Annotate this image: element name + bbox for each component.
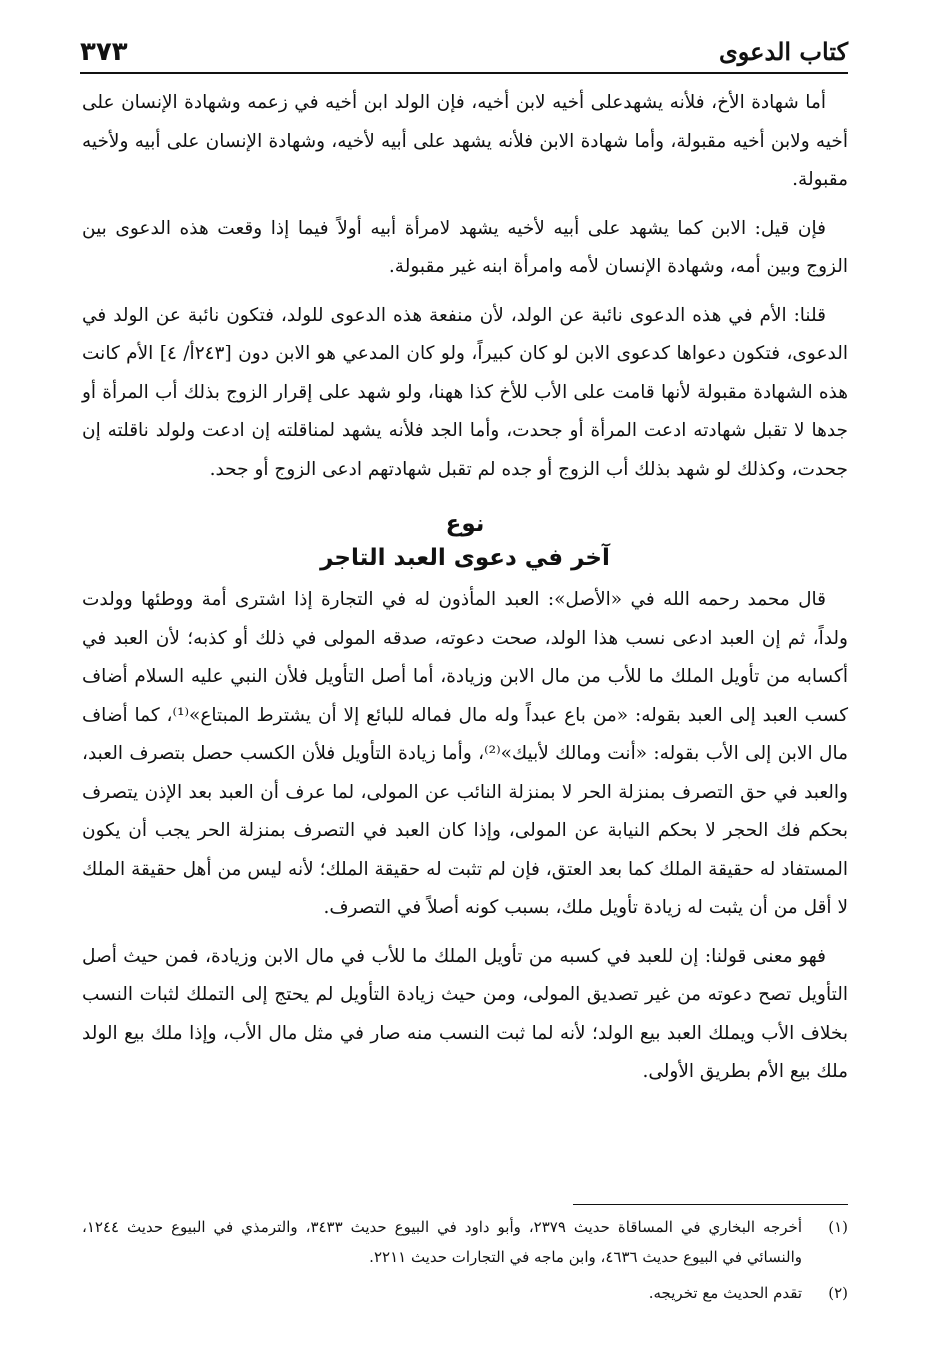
footnote-divider bbox=[573, 1204, 848, 1205]
footnotes bbox=[82, 1212, 848, 1314]
paragraph: قلنا: الأم في هذه الدعوى نائبة عن الولد، لأن منفعة هذه الدعوى للولد، فتكون نائبة عن الولد في الدعوى، فتكون دعواها كدعوى الابن لو كان كبيراً، ولو كان المدعي هو الابن دون [٢٤٣أ/ ٤] الأم كانت هذه الشهادة مقبولة لأنها قامت على الأب للأخ كذا ههنا، ولو شهد على إقرار الزوج بذلك أب المرأة أو جدها لا تقبل شهادته ادعت المرأة أو جحدت، وأما الجد فلأنه يشهد لمناقلته إن ادعت ولولد ناقلته إن جحدت، وكذلك لو شهد بذلك أب الزوج أو جده لم تقبل شهادتهم ادعى الزوج أو جحد. bbox=[82, 304, 848, 480]
section-heading-line1: نوع bbox=[445, 511, 485, 537]
footnote-text: تقدم الحديث مع تخريجه. bbox=[648, 1284, 802, 1302]
paragraph: أما شهادة الأخ، فلأنه يشهدعلى أخيه لابن أخيه، فإن الولد ابن أخيه في زعمه وشهادة الإنسان على أخيه ولابن أخيه مقبولة، وأما شهادة الابن فلأنه يشهد على أبيه لأخيه، وشهادة الإنسان على أبيه ولأخيه مقبولة. bbox=[82, 92, 848, 190]
page-header bbox=[80, 28, 848, 74]
book-title: كتاب الدعوى bbox=[718, 37, 848, 66]
paragraph: قال محمد رحمه الله في «الأصل»: العبد المأذون له في التجارة إذا اشترى أمة ووطئها وولدت ولداً، ثم إن العبد ادعى نسب هذا الولد، صحت دعوته، صدقه المولى في ذلك أو كذبه؛ لأن العبد في أكسابه من تأويل الملك ما للأب من مال الابن وزيادة، أما أصل التأويل فلأن النبي عليه السلام أضاف كسب العبد إلى العبد بقوله: «من باع عبداً وله مال فماله للبائع إلا أن يشترط المبتاع»⁽¹⁾، كما أضاف مال الابن إلى الأب بقوله: «أنت ومالك لأبيك»⁽²⁾، وأما زيادة التأويل فلأن الكسب حصل بتصرف العبد، والعبد في حق التصرف بمنزلة الحر لا بمنزلة النائب عن المولى، لما عرف أن العبد بعد الإذن يتصرف بحكم فك الحجر لا بحكم النيابة عن المولى، وإذا كان العبد في التصرف بمنزلة الحر يجب أن يكون المستفاد له حقيقة الملك كما بعد العتق، فإن لم تثبت له حقيقة الملك؛ لأنه ليس من أهل حقيقة الملك لا أقل من أن يثبت له زيادة تأويل ملك، بسبب كونه أصلاً في التصرف. bbox=[82, 589, 849, 918]
footnote-number: (١) bbox=[828, 1218, 848, 1236]
page-number: ٣٧٣ bbox=[80, 37, 128, 67]
paragraph: فإن قيل: الابن كما يشهد على أبيه لأخيه يشهد لامرأة أبيه أولاً فيما إذا وقعت هذه الدعوى بين الزوج وبين أمه، وشهادة الإنسان لأمه وامرأة ابنه غير مقبولة. bbox=[82, 217, 848, 277]
section-heading-line2: آخر في دعوى العبد التاجر bbox=[320, 545, 610, 571]
main-text bbox=[82, 84, 848, 1102]
paragraph: فهو معنى قولنا: إن للعبد في كسبه من تأويل الملك ما للأب في مال الابن وزيادة، فمن حيث أصل التأويل تصح دعوته من غير تصديق المولى، ومن حيث زيادة التأويل لم يحتج إلى التملك لثبات النسب بخلاف الأب ويملك العبد بيع الولد؛ لأنه لما ثبت النسب منه صار في مثل مال الأب، وإذا ملك بيع الولد ملك بيع الأم بطريق الأولى. bbox=[82, 945, 848, 1082]
footnote-number: (٢) bbox=[828, 1284, 848, 1302]
footnote-item bbox=[82, 1278, 848, 1308]
footnote-item bbox=[82, 1212, 848, 1272]
footnote-text: أخرجه البخاري في المساقاة حديث ٢٣٧٩، وأبو داود في البيوع حديث ٣٤٣٣، والترمذي في البيوع حديث ١٢٤٤، والنسائي في البيوع حديث ٤٦٣٦، وابن ماجه في التجارات حديث ٢٢١١. bbox=[82, 1218, 802, 1266]
